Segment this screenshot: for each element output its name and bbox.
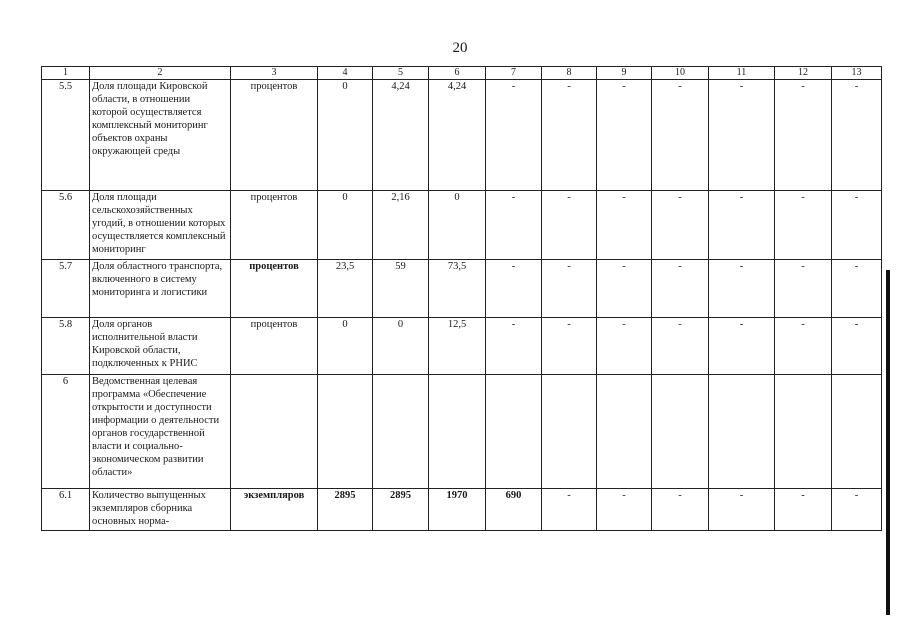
value-cell: - [486,80,542,191]
scan-edge-bar [886,270,890,615]
value-cell: 73,5 [429,260,486,318]
row-description: Ведомственная целевая программа «Обеспечение открытости и доступности информации о деятельности органов государственной власти и социально-экономическом развитии области» [90,375,231,489]
value-cell: - [775,489,832,531]
value-cell: - [832,80,882,191]
value-cell: 0 [429,191,486,260]
value-cell: - [775,318,832,375]
header-cell: 2 [90,67,231,80]
value-cell: 59 [373,260,429,318]
table-row [42,191,882,260]
row-unit: процентов [231,191,318,260]
page-number: 20 [452,40,468,56]
value-cell: - [709,80,775,191]
row-unit: процентов [231,260,318,318]
value-cell: - [652,260,709,318]
indicators-table [41,66,882,531]
row-description: Доля областного транспорта, включенного в систему мониторинга и логистики [90,260,231,318]
header-cell: 7 [486,67,542,80]
value-cell: - [775,80,832,191]
value-cell: - [486,191,542,260]
row-description: Доля органов исполнительной власти Кировской области, подключенных к РНИС [90,318,231,375]
value-cell [486,375,542,489]
value-cell: - [597,191,652,260]
value-cell: 2895 [318,489,373,531]
row-unit: процентов [231,318,318,375]
value-cell: 12,5 [429,318,486,375]
value-cell: - [542,318,597,375]
header-cell: 1 [42,67,90,80]
value-cell [373,375,429,489]
value-cell: - [652,318,709,375]
value-cell: - [709,191,775,260]
value-cell [775,375,832,489]
row-number: 5.5 [42,80,90,191]
value-cell: 690 [486,489,542,531]
value-cell [429,375,486,489]
table-row [42,260,882,318]
row-unit: процентов [231,80,318,191]
value-cell: 0 [373,318,429,375]
table-row [42,80,882,191]
header-cell: 8 [542,67,597,80]
row-description: Доля площади Кировской области, в отношении которой осуществляется комплексный мониторинг объектов охраны окружающей среды [90,80,231,191]
row-number: 5.6 [42,191,90,260]
value-cell: - [597,260,652,318]
value-cell [652,375,709,489]
value-cell: 4,24 [373,80,429,191]
table-row [42,489,882,531]
table-row [42,318,882,375]
header-cell: 12 [775,67,832,80]
value-cell: 0 [318,191,373,260]
value-cell: - [652,489,709,531]
row-unit [231,375,318,489]
header-cell: 11 [709,67,775,80]
value-cell [542,375,597,489]
value-cell: 2895 [373,489,429,531]
row-unit: экземпляров [231,489,318,531]
value-cell: 4,24 [429,80,486,191]
value-cell: - [709,318,775,375]
value-cell: - [832,318,882,375]
value-cell: - [597,318,652,375]
value-cell: - [542,80,597,191]
value-cell [832,375,882,489]
value-cell: 23,5 [318,260,373,318]
row-description: Количество выпущенных экземпляров сборника основных норма- [90,489,231,531]
row-description: Доля площади сельскохозяйственных угодий, в отношении которых осуществляется комплексный мониторинг [90,191,231,260]
value-cell: - [542,489,597,531]
value-cell: 0 [318,80,373,191]
value-cell: - [597,80,652,191]
value-cell: - [597,489,652,531]
value-cell: - [542,260,597,318]
value-cell [318,375,373,489]
value-cell: 1970 [429,489,486,531]
header-cell: 6 [429,67,486,80]
value-cell: - [709,260,775,318]
header-cell: 3 [231,67,318,80]
value-cell: - [775,260,832,318]
header-cell: 4 [318,67,373,80]
value-cell: 2,16 [373,191,429,260]
value-cell: - [652,191,709,260]
header-cell: 9 [597,67,652,80]
value-cell: - [486,318,542,375]
value-cell: - [486,260,542,318]
value-cell: - [652,80,709,191]
value-cell: - [709,489,775,531]
row-number: 5.7 [42,260,90,318]
value-cell [709,375,775,489]
header-cell: 13 [832,67,882,80]
value-cell: 0 [318,318,373,375]
value-cell: - [542,191,597,260]
header-cell: 5 [373,67,429,80]
value-cell: - [832,191,882,260]
table-row [42,375,882,489]
table-header-row [42,67,882,80]
value-cell: - [832,260,882,318]
header-cell: 10 [652,67,709,80]
row-number: 5.8 [42,318,90,375]
value-cell: - [832,489,882,531]
value-cell: - [775,191,832,260]
row-number: 6 [42,375,90,489]
row-number: 6.1 [42,489,90,531]
value-cell [597,375,652,489]
